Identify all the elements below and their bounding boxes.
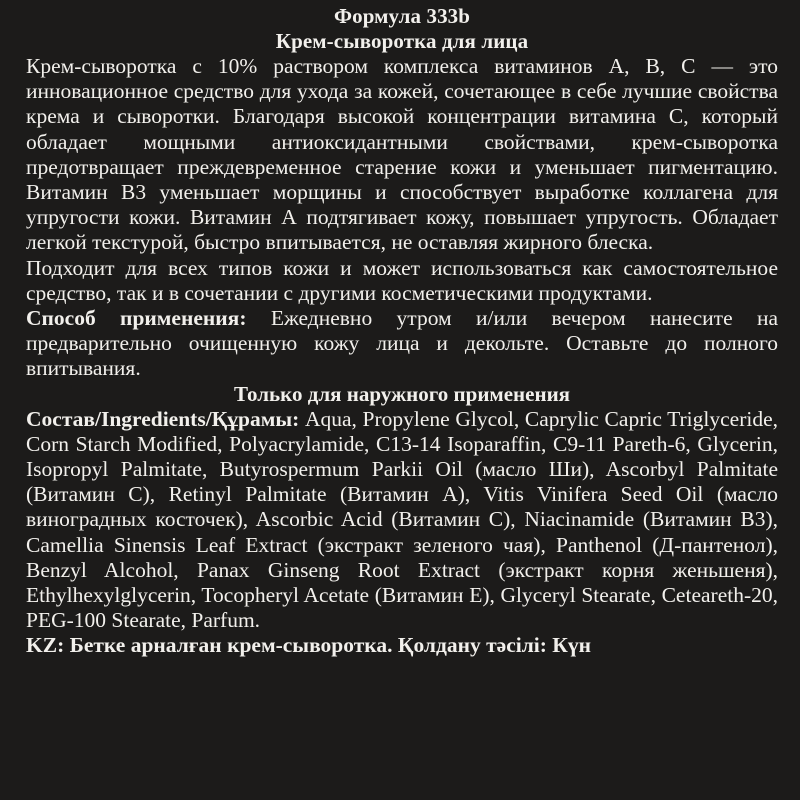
usage-text: Ежедневно утром и/или вечером нанесите на предварительно очищенную кожу лица и декольте. Оставьте до полного впитывания. [26, 306, 778, 381]
kz-label: KZ: [26, 633, 65, 658]
usage-label: Способ применения: [26, 306, 247, 331]
external-use-notice: Только для наружного применения [233, 381, 571, 406]
skin-type-paragraph: Подходит для всех типов кожи и может использоваться как самостоятельное средство, так и в сочетании с другими косметическими продуктами. [26, 255, 778, 305]
label-text-panel [26, 4, 778, 800]
product-formula-title: Формула 333b [333, 4, 471, 28]
usage-paragraph [26, 306, 778, 382]
ingredients-paragraph [26, 407, 778, 634]
kz-text: Бетке арналған крем-сыворотка. Қолдану тәсілі: Күн [64, 633, 592, 658]
kz-paragraph [26, 633, 778, 658]
description-paragraph: Крем-сыворотка с 10% раствором комплекса витаминов А, В, С — это инновационное средство для ухода за кожей, сочетающее в себе лучшие свойства крема и сыворотки. Благодаря высокой концентрации витамина С, который обладает мощными антиоксидантными свойствами, крем-сыворотка предотвращает преждевременное старение кожи и уменьшает пигментацию. Витамин В3 уменьшает морщины и способствует выработке коллагена для упругости кожи. Витамин А подтягивает кожу, повышает упругость. Обладает легкой текстурой, быстро впитывается, не оставляя жирного блеска. [26, 54, 778, 255]
ingredients-list: Aqua, Propylene Glycol, Caprylic Capric Triglyceride, Corn Starch Modified, Polyacrylamide, C13-14 Isoparaffin, C9-11 Pareth-6, Glycerin, Isopropyl Palmitate, Butyrospermum Parkii Oil (масло Ши), Ascorbyl Palmitate (Витамин С), Retinyl Palmitate (Витамин А), Vitis Vinifera Seed Oil (масло виноградных косточек), Ascorbic Acid (Витамин С), Niacinamide (Витамин В3), Camellia Sinensis Leaf Extract (экстракт зеленого чая), Panthenol (Д-пантенол), Benzyl Alcohol, Panax Ginseng Root Extract (экстракт корня женьшеня), Ethylhexylglycerin, Tocopheryl Acetate (Витамин Е), Glyceryl Stearate, Ceteareth-20, PEG-100 Stearate, Parfum. [26, 406, 778, 633]
product-name-heading: Крем-сыворотка для лица [275, 29, 529, 53]
ingredients-label: Состав/Ingredients/Құрамы: [26, 406, 300, 431]
